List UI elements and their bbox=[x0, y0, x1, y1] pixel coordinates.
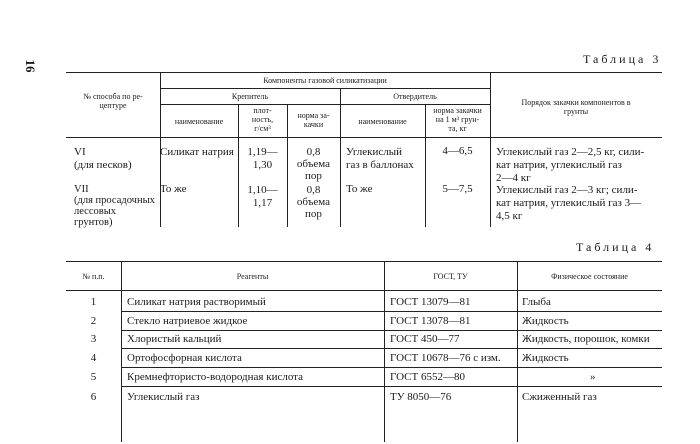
page-number: 16 bbox=[23, 59, 38, 73]
table4-caption: Таблица 4 bbox=[576, 240, 655, 254]
table-row-reagent: Силикат натрия растворимый bbox=[127, 296, 266, 308]
header-curing-name: наименование bbox=[358, 117, 407, 126]
table-row-injection-norm: 5—7,5 bbox=[442, 183, 473, 195]
table-row-num: 4 bbox=[90, 352, 97, 364]
table-row-num: 2 bbox=[90, 315, 97, 327]
header-gost: ГОСТ, ТУ bbox=[433, 272, 468, 281]
table-row-num: 3 bbox=[90, 333, 97, 345]
table-row-state: Глыба bbox=[522, 296, 551, 308]
table-row-curing-name: То же bbox=[346, 183, 373, 195]
table-row-injection-norm: 4—6,5 bbox=[442, 145, 473, 157]
table-row-gost: ГОСТ 13078—81 bbox=[390, 315, 471, 327]
header-pore-norm: норма за- качки bbox=[297, 111, 330, 129]
table4-col-divider bbox=[517, 261, 518, 442]
table3-subgroup-rule bbox=[160, 104, 490, 105]
table4-row-rule bbox=[121, 348, 662, 349]
header-injection-norm: норма закачки на 1 м³ грун- та, кг bbox=[433, 106, 482, 133]
table-row-pore-norm: 0,8 объема пор bbox=[296, 146, 331, 182]
table-row-reagent: Стекло натриевое жидкое bbox=[127, 315, 248, 327]
table-row-gost: ГОСТ 13079—81 bbox=[390, 296, 471, 308]
header-density: плот- ность, г/см³ bbox=[251, 106, 274, 133]
table-row-state: Жидкость bbox=[522, 315, 569, 327]
table-row-num: 5 bbox=[90, 371, 97, 383]
table-row-gost: ГОСТ 450—77 bbox=[390, 333, 460, 345]
header-method: № способа по ре- цептуре bbox=[83, 92, 143, 110]
table-row-gost: ГОСТ 6552—80 bbox=[390, 371, 465, 383]
header-hardener: Крепитель bbox=[231, 92, 269, 101]
table4-top-rule bbox=[66, 261, 662, 262]
table3-top-rule bbox=[66, 72, 662, 73]
table-row-density: 1,19— 1,30 bbox=[247, 146, 278, 171]
table-row-reagent: Ортофосфорная кислота bbox=[127, 352, 242, 364]
table-row-state: Жидкость, порошок, комки bbox=[522, 333, 650, 345]
table-row-state: Сжиженный газ bbox=[522, 391, 597, 403]
header-num: № п.п. bbox=[82, 272, 105, 281]
table-row-curing-name: Углекислый газ в баллонах bbox=[346, 146, 414, 171]
header-state: Физическое состояние bbox=[551, 272, 628, 281]
table4-col-divider bbox=[121, 261, 122, 442]
table4-row-rule bbox=[121, 386, 662, 387]
table-row-reagent: Углекислый газ bbox=[127, 391, 200, 403]
table-row-gost: ТУ 8050—76 bbox=[390, 391, 452, 403]
table-row-density: 1,10— 1,17 bbox=[247, 184, 278, 209]
table4-col-divider bbox=[384, 261, 385, 442]
table3-col-divider bbox=[340, 88, 341, 227]
header-order: Порядок закачки компонентов в грунты bbox=[521, 98, 631, 116]
table-row-num: 6 bbox=[90, 391, 97, 403]
table4-header-bottom-rule bbox=[66, 290, 662, 291]
table3-components-rule bbox=[160, 88, 490, 89]
table-row-state: » bbox=[590, 371, 596, 383]
table-row-name: То же bbox=[160, 183, 187, 195]
table-row-gost: ГОСТ 10678—76 с изм. bbox=[390, 352, 501, 364]
table-row-num: 1 bbox=[90, 296, 97, 308]
table-row-order: Углекислый газ 2—2,5 кг, сили- кат натрия, углекислый газ 2—4 кг bbox=[496, 146, 645, 184]
table4-row-rule bbox=[121, 330, 662, 331]
header-components: Компоненты газовой силикатизации bbox=[263, 76, 387, 85]
table3-col-divider bbox=[490, 72, 491, 227]
table3-header-bottom-rule bbox=[66, 137, 662, 138]
table3-caption: Таблица 3 bbox=[583, 52, 662, 66]
table-row-pore-norm: 0,8 объема пор bbox=[296, 184, 331, 220]
table-row-order: Углекислый газ 2—3 кг; сили- кат натрия, углекислый газ 3— 4,5 кг bbox=[496, 184, 642, 222]
table-row-reagent: Хлористый кальций bbox=[127, 333, 222, 345]
header-name: наименование bbox=[174, 117, 224, 126]
table-row-name: Силикат натрия bbox=[160, 146, 234, 158]
table4-row-rule bbox=[121, 311, 662, 312]
header-curing: Отвердитель bbox=[393, 92, 437, 101]
table4-row-rule bbox=[121, 367, 662, 368]
table-row-state: Жидкость bbox=[522, 352, 569, 364]
table-row-method: VI (для песков) bbox=[74, 146, 132, 171]
table-row-reagent: Кремнефтористо-водородная кислота bbox=[127, 371, 304, 383]
table-row-method: VII (для просадочных лессовых грунтов) bbox=[74, 184, 155, 228]
header-reagent: Реагенты bbox=[236, 272, 269, 281]
